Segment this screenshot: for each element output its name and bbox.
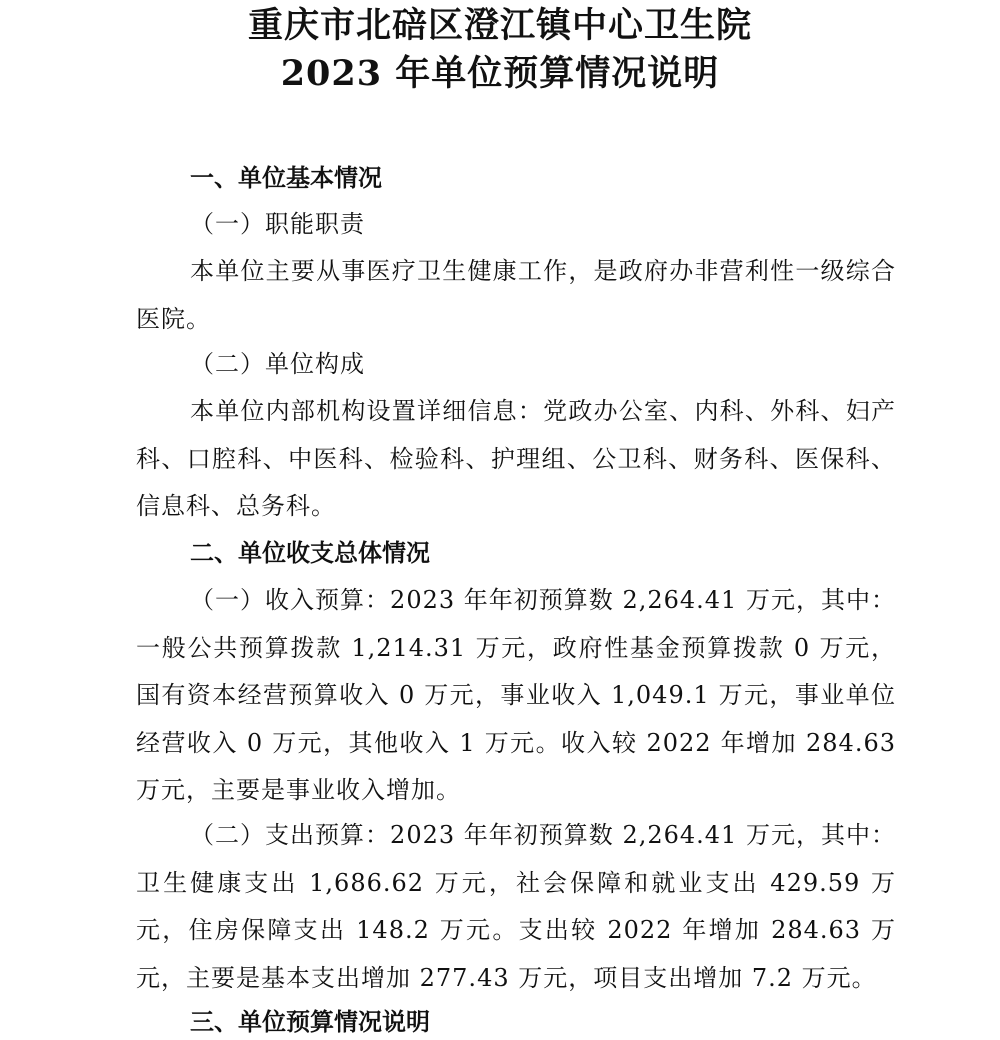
document-title-line2: 2023 年单位预算情况说明	[280, 53, 720, 94]
section2-heading: 二、单位收支总体情况	[190, 538, 430, 567]
section1-sub2-heading: （二）单位构成	[190, 350, 365, 378]
section1-sub1-heading: （一）职能职责	[190, 210, 365, 238]
section1-sub1-text: 本单位主要从事医疗卫生健康工作，是政府办非营利性一级综合医院。	[136, 257, 896, 333]
section2-income-text: （一）收入预算：2023 年年初预算数 2,264.41 万元，其中：一般公共预算拨款 1,214.31 万元，政府性基金预算拨款 0 万元，国有资本经营预算收入 0 万元，事业收入 1,049.1 万元，事业单位经营收入 0 万元，其他收入 1 万元。收入较 2022 年增加 284.63 万元，主要是事业收入增加。	[136, 586, 896, 804]
section2-expense-text: （二）支出预算：2023 年年初预算数 2,264.41 万元，其中：卫生健康支出 1,686.62 万元，社会保障和就业支出 429.59 万元，住房保障支出 148.2 万元。支出较 2022 年增加 284.63 万元，主要是基本支出增加 277.43 万元，项目支出增加 7.2 万元。	[136, 821, 896, 992]
section1-sub2-text: 本单位内部机构设置详细信息：党政办公室、内科、外科、妇产科、口腔科、中医科、检验科、护理组、公卫科、财务科、医保科、信息科、总务科。	[136, 397, 896, 520]
section3-heading: 三、单位预算情况说明	[190, 1007, 430, 1036]
document-title-line1: 重庆市北碚区澄江镇中心卫生院	[247, 5, 752, 46]
section1-heading: 一、单位基本情况	[190, 163, 382, 192]
